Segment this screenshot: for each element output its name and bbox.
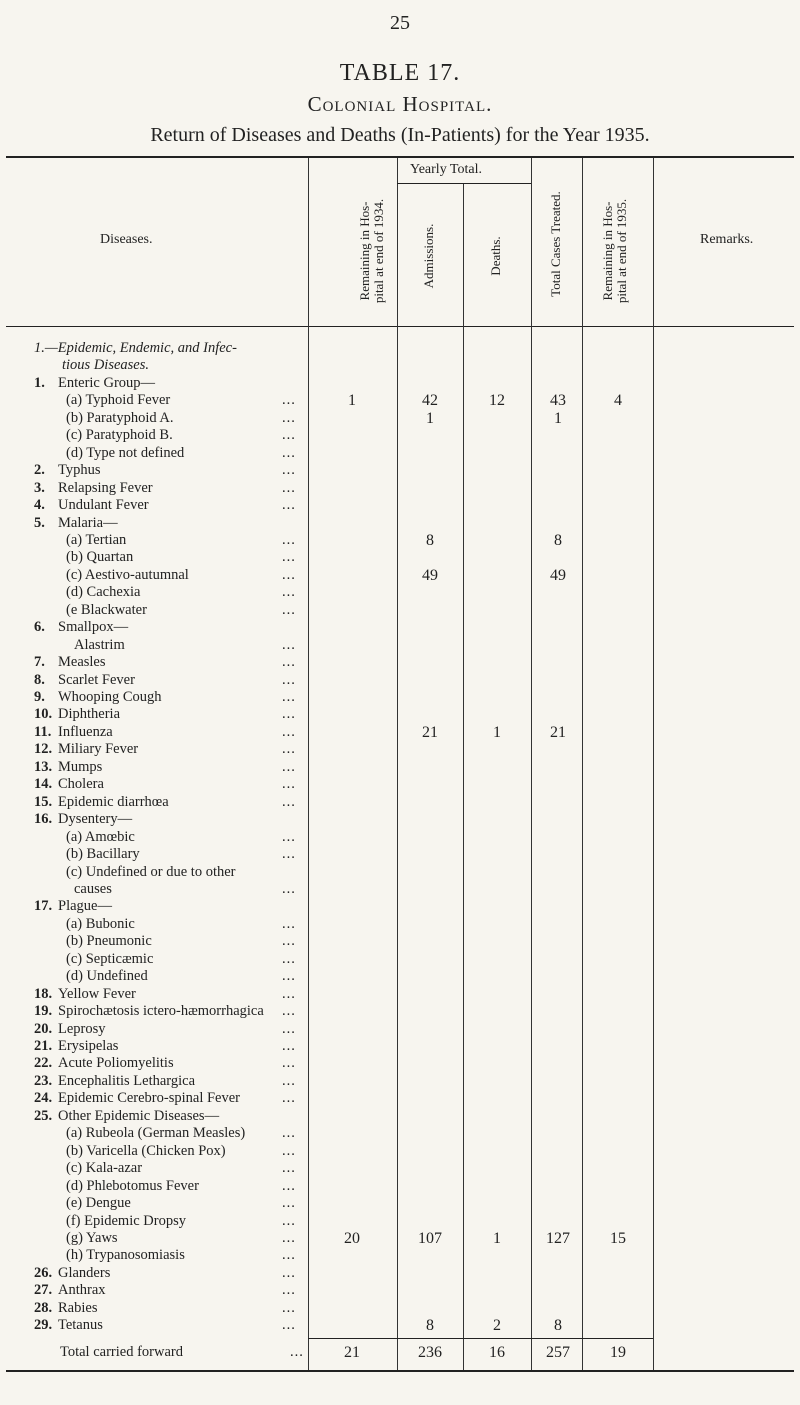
leader-dots: ...: [282, 1038, 296, 1054]
leader-dots: ...: [282, 1229, 296, 1246]
cell-deaths: 1: [493, 723, 501, 741]
disease-label: Scarlet Fever: [58, 671, 135, 688]
cell-deaths: 12: [489, 392, 505, 410]
row-number: 5.: [34, 514, 45, 531]
disease-label: (a) Amœbic: [66, 828, 135, 845]
row-number: 19.: [34, 1003, 53, 1020]
cell-remaining-start: 1: [348, 392, 356, 410]
disease-label: Enteric Group—: [58, 374, 156, 391]
disease-label: Spirochætosis ictero-hæmorrhagica: [58, 1003, 264, 1020]
leader-dots: ...: [282, 1212, 296, 1229]
row-number: 9.: [34, 689, 45, 705]
leader-dots: ...: [282, 1003, 296, 1020]
disease-label: Smallpox—: [58, 619, 129, 636]
leader-dots: ...: [282, 1195, 296, 1212]
row-number: 27.: [34, 1282, 53, 1299]
header-remarks: Remarks.: [700, 232, 754, 247]
cell-total: 43: [550, 392, 566, 410]
leader-dots: ...: [282, 706, 296, 723]
leader-dots: ...: [282, 933, 296, 950]
cell-deaths: 2: [493, 1317, 501, 1335]
disease-label: Rabies: [58, 1299, 98, 1316]
header-deaths: Deaths.: [488, 236, 503, 276]
disease-label: Erysipelas: [58, 1038, 119, 1054]
disease-label: causes: [74, 880, 112, 897]
disease-label: (b) Quartan: [66, 549, 134, 566]
cell-total: 21: [550, 723, 566, 741]
disease-label: (b) Paratyphoid A.: [66, 409, 174, 426]
cell-total: 49: [550, 566, 566, 584]
disease-label: (b) Varicella (Chicken Pox): [66, 1142, 226, 1159]
disease-label: Alastrim: [74, 636, 125, 653]
leader-dots: ...: [282, 1090, 296, 1107]
leader-dots: ...: [282, 1264, 296, 1281]
total-label: Total carried forward: [60, 1344, 183, 1360]
leader-dots: ...: [282, 409, 296, 426]
header-diseases: Diseases.: [100, 232, 153, 247]
cell-admissions: 21: [422, 723, 438, 741]
disease-label: (a) Typhoid Fever: [66, 392, 171, 409]
disease-label: Other Epidemic Diseases—: [58, 1107, 220, 1124]
leader-dots: ...: [282, 566, 296, 583]
page-number: 25: [390, 12, 410, 34]
leader-dots: ...: [282, 793, 296, 810]
disease-label: (c) Undefined or due to other: [66, 863, 236, 880]
header-bottom-rule: [6, 326, 794, 327]
disease-label: Acute Poliomyelitis: [58, 1055, 174, 1072]
bottom-rule: [6, 1370, 794, 1372]
cell-remaining-end: 15: [610, 1229, 626, 1247]
total-cases-treated: 257: [546, 1344, 570, 1361]
cell-remaining-start: 20: [344, 1229, 360, 1247]
leader-dots: ...: [282, 1282, 296, 1299]
disease-label: (c) Kala-azar: [66, 1160, 143, 1177]
cell-admissions: 1: [426, 409, 434, 427]
table-title: TABLE 17.: [339, 60, 461, 86]
table-subtitle: Colonial Hospital.: [307, 92, 493, 116]
total-admissions: 236: [418, 1344, 442, 1361]
disease-label: Yellow Fever: [58, 985, 136, 1002]
row-number: 16.: [34, 811, 53, 828]
disease-label: (e) Dengue: [66, 1195, 131, 1212]
row-number: 21.: [34, 1038, 53, 1054]
disease-label: Diphtheria: [58, 706, 121, 723]
leader-dots: ...: [282, 1125, 296, 1142]
disease-label: Cholera: [58, 776, 104, 793]
disease-label: tious Diseases.: [62, 357, 149, 374]
disease-label: Epidemic diarrhœa: [58, 793, 169, 810]
disease-label: (f) Epidemic Dropsy: [66, 1212, 186, 1229]
leader-dots: ...: [282, 462, 296, 479]
cell-total: 127: [546, 1229, 570, 1247]
leader-dots: ...: [282, 1317, 296, 1334]
row-number: 8.: [34, 671, 45, 688]
disease-label: Plague—: [58, 898, 112, 915]
cell-deaths: 1: [493, 1229, 501, 1247]
leader-dots: ...: [282, 776, 296, 793]
row-number: 29.: [34, 1317, 53, 1334]
row-number: 28.: [34, 1299, 53, 1316]
row-number: 11.: [34, 723, 52, 740]
disease-label: Miliary Fever: [58, 741, 139, 758]
table-caption: Return of Diseases and Deaths (In-Patients) for the Year 1935.: [150, 124, 650, 146]
disease-label: Measles: [58, 654, 106, 671]
leader-dots: ...: [282, 741, 296, 758]
top-rule: [6, 156, 794, 158]
leader-dots: ...: [282, 758, 296, 775]
cell-admissions: 107: [418, 1229, 442, 1247]
leader-dots: ...: [282, 968, 296, 985]
header-total-treated: Total Cases Treated.: [548, 191, 563, 297]
leader-dots: ...: [282, 689, 296, 705]
row-number: 4.: [34, 497, 45, 514]
cell-admissions: 8: [426, 1317, 434, 1335]
row-number: 17.: [34, 898, 53, 915]
cell-admissions: 42: [422, 392, 438, 410]
disease-label: Whooping Cough: [58, 689, 162, 705]
disease-label: (e Blackwater: [66, 601, 147, 618]
header-yearly-total: Yearly Total.: [410, 162, 483, 177]
leader-dots: ...: [282, 723, 296, 740]
leader-dots: ...: [282, 915, 296, 932]
total-dots: ...: [290, 1344, 304, 1360]
disease-label: Tetanus: [58, 1317, 103, 1334]
disease-label: (b) Bacillary: [66, 846, 140, 863]
leader-dots: ...: [282, 1177, 296, 1194]
yearly-total-rule: [397, 183, 531, 184]
leader-dots: ...: [282, 950, 296, 967]
leader-dots: ...: [282, 1142, 296, 1159]
disease-label: (c) Aestivo-autumnal: [66, 566, 189, 583]
row-number: 14.: [34, 776, 53, 793]
total-deaths: 16: [489, 1344, 505, 1361]
disease-label: (b) Pneumonic: [66, 933, 152, 950]
disease-label: Malaria—: [58, 514, 118, 531]
cell-total: 1: [554, 409, 562, 427]
leader-dots: ...: [282, 584, 296, 601]
leader-dots: ...: [282, 392, 296, 409]
row-number: 1.: [34, 374, 45, 391]
table-row: [0, 1317, 800, 1337]
leader-dots: ...: [282, 636, 296, 653]
row-number: 20.: [34, 1020, 53, 1037]
disease-label: Leprosy: [58, 1020, 106, 1037]
leader-dots: ...: [282, 601, 296, 618]
cell-admissions: 8: [426, 531, 434, 549]
row-number: 23.: [34, 1072, 53, 1089]
leader-dots: ...: [282, 479, 296, 496]
row-number: 12.: [34, 741, 53, 758]
disease-label: Typhus: [58, 462, 101, 479]
row-number: 2.: [34, 462, 45, 479]
disease-label: Influenza: [58, 723, 113, 740]
disease-label: (d) Type not defined: [66, 444, 185, 461]
disease-label: (a) Tertian: [66, 531, 127, 548]
cell-admissions: 49: [422, 566, 438, 584]
leader-dots: ...: [282, 654, 296, 671]
disease-label: (h) Trypanosomiasis: [66, 1247, 185, 1264]
disease-label: Epidemic Cerebro-spinal Fever: [58, 1090, 240, 1107]
total-remaining-1935: 19: [610, 1344, 626, 1361]
leader-dots: ...: [282, 1072, 296, 1089]
disease-label: (a) Bubonic: [66, 915, 135, 932]
row-number: 15.: [34, 793, 53, 810]
header-admissions: Admissions.: [421, 223, 436, 289]
row-number: 13.: [34, 758, 53, 775]
disease-label: (c) Septicæmic: [66, 950, 154, 967]
leader-dots: ...: [282, 1247, 296, 1264]
disease-label: (d) Phlebotomus Fever: [66, 1177, 199, 1194]
disease-label: (d) Undefined: [66, 968, 148, 985]
leader-dots: ...: [282, 846, 296, 863]
disease-label: 1.—Epidemic, Endemic, and Infec-: [34, 340, 237, 356]
row-number: 3.: [34, 479, 45, 496]
total-remaining-1934: 21: [344, 1344, 360, 1361]
disease-label: (d) Cachexia: [66, 584, 141, 601]
leader-dots: ...: [282, 444, 296, 461]
disease-label: Undulant Fever: [58, 497, 149, 514]
row-number: 24.: [34, 1090, 53, 1107]
leader-dots: ...: [282, 427, 296, 444]
total-top-rule: [308, 1338, 653, 1339]
row-number: 22.: [34, 1055, 53, 1072]
row-number: 26.: [34, 1264, 53, 1281]
leader-dots: ...: [282, 531, 296, 548]
disease-label: Glanders: [58, 1264, 111, 1281]
disease-label: Anthrax: [58, 1282, 106, 1299]
disease-label: (c) Paratyphoid B.: [66, 427, 173, 444]
disease-label: (g) Yaws: [66, 1229, 118, 1246]
disease-label: Mumps: [58, 758, 103, 775]
disease-label: Encephalitis Lethargica: [58, 1072, 196, 1089]
cell-total: 8: [554, 1317, 562, 1335]
row-number: 18.: [34, 985, 53, 1002]
leader-dots: ...: [282, 985, 296, 1002]
disease-label: Dysentery—: [58, 811, 133, 828]
leader-dots: ...: [282, 1299, 296, 1316]
cell-remaining-end: 4: [614, 392, 622, 410]
header-remaining-1934: Remaining in Hos- pital at end of 1934.: [357, 198, 386, 304]
leader-dots: ...: [282, 828, 296, 845]
disease-label: (a) Rubeola (German Measles): [66, 1125, 246, 1142]
row-number: 6.: [34, 619, 45, 636]
disease-label: Relapsing Fever: [58, 479, 153, 496]
row-number: 25.: [34, 1107, 53, 1124]
row-number: 7.: [34, 654, 45, 671]
cell-total: 8: [554, 531, 562, 549]
total-row: [0, 1344, 800, 1364]
leader-dots: ...: [282, 1020, 296, 1037]
leader-dots: ...: [282, 671, 296, 688]
row-number: 10.: [34, 706, 53, 723]
leader-dots: ...: [282, 497, 296, 514]
header-remaining-1935: Remaining in Hos- pital at end of 1935.: [600, 198, 629, 304]
leader-dots: ...: [282, 880, 296, 897]
leader-dots: ...: [282, 1055, 296, 1072]
leader-dots: ...: [282, 549, 296, 566]
leader-dots: ...: [282, 1160, 296, 1177]
